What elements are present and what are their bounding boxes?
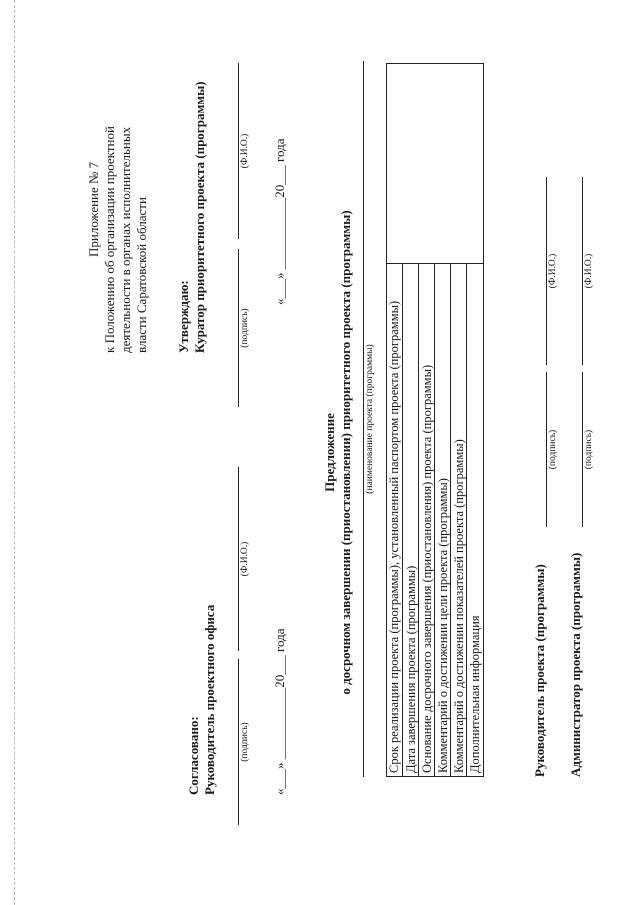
signature-1-name-line [546, 177, 547, 365]
table-row-4: Комментарий о достижении цели проекта (программы) [434, 264, 451, 776]
signature-1-sign-caption: (подпись) [548, 429, 558, 470]
agreed-role: Руководитель проектного офиса [202, 604, 217, 795]
signature-2-name-caption: (Ф.И.О.) [584, 253, 594, 289]
approved-heading: Утверждаю: [176, 280, 191, 353]
signature-2-name-line [582, 177, 583, 365]
approved-date-line: «___» ___________20___ года [272, 138, 287, 305]
info-table [386, 263, 484, 777]
project-name-line [363, 61, 364, 777]
agreed-heading: Согласовано: [186, 716, 201, 795]
approved-sign-line [238, 249, 239, 407]
signature-1-sign-line [546, 372, 547, 527]
table-row-5: Комментарий о достижении показателей проекта (программы) [450, 264, 467, 776]
signature-2-sign-line [582, 372, 583, 527]
agreed-date-line: «___» ___________20___ года [272, 628, 287, 795]
approved-name-line [238, 63, 239, 239]
table-right-extension [386, 63, 484, 263]
approved-role: Куратор приоритетного проекта (программы) [192, 81, 207, 353]
table-row-1: Срок реализации проекта (программы), установленный паспортом проекта (программы) [387, 300, 401, 773]
table-row-3: Основание досрочного завершения (приостановления) проекта (программы) [418, 264, 435, 776]
agreed-sign-line [238, 659, 239, 825]
doc-subtitle: о досрочном завершении (приостановлении) приоритетного проекта (программы) [338, 210, 353, 695]
appendix-line-3: деятельности в органах исполнительных [118, 126, 133, 353]
agreed-name-line [238, 467, 239, 651]
signature-2-sign-caption: (подпись) [584, 429, 594, 470]
table-row-6: Дополнительная информация [466, 264, 483, 776]
project-name-caption: (наименование проекта (программы) [365, 344, 375, 494]
signature-2-role: Администратор проекта (программы) [568, 552, 583, 777]
approved-name-caption: (Ф.И.О.) [240, 133, 250, 169]
table-row-2: Дата завершения проекта (программы) [402, 264, 419, 776]
agreed-name-caption: (Ф.И.О.) [240, 541, 250, 577]
appendix-line-4: власти Саратовской области [134, 197, 149, 353]
agreed-sign-caption: (подпись) [240, 722, 250, 762]
scan-edge-line [14, 0, 15, 905]
appendix-number: Приложение № 7 [86, 161, 101, 257]
signature-1-name-caption: (Ф.И.О.) [548, 253, 558, 289]
approved-sign-caption: (подпись) [240, 308, 250, 348]
signature-1-role: Руководитель проекта (программы) [532, 564, 547, 777]
doc-title: Предложение [322, 413, 337, 492]
appendix-line-2: к Положению об организации проектной [102, 126, 117, 353]
